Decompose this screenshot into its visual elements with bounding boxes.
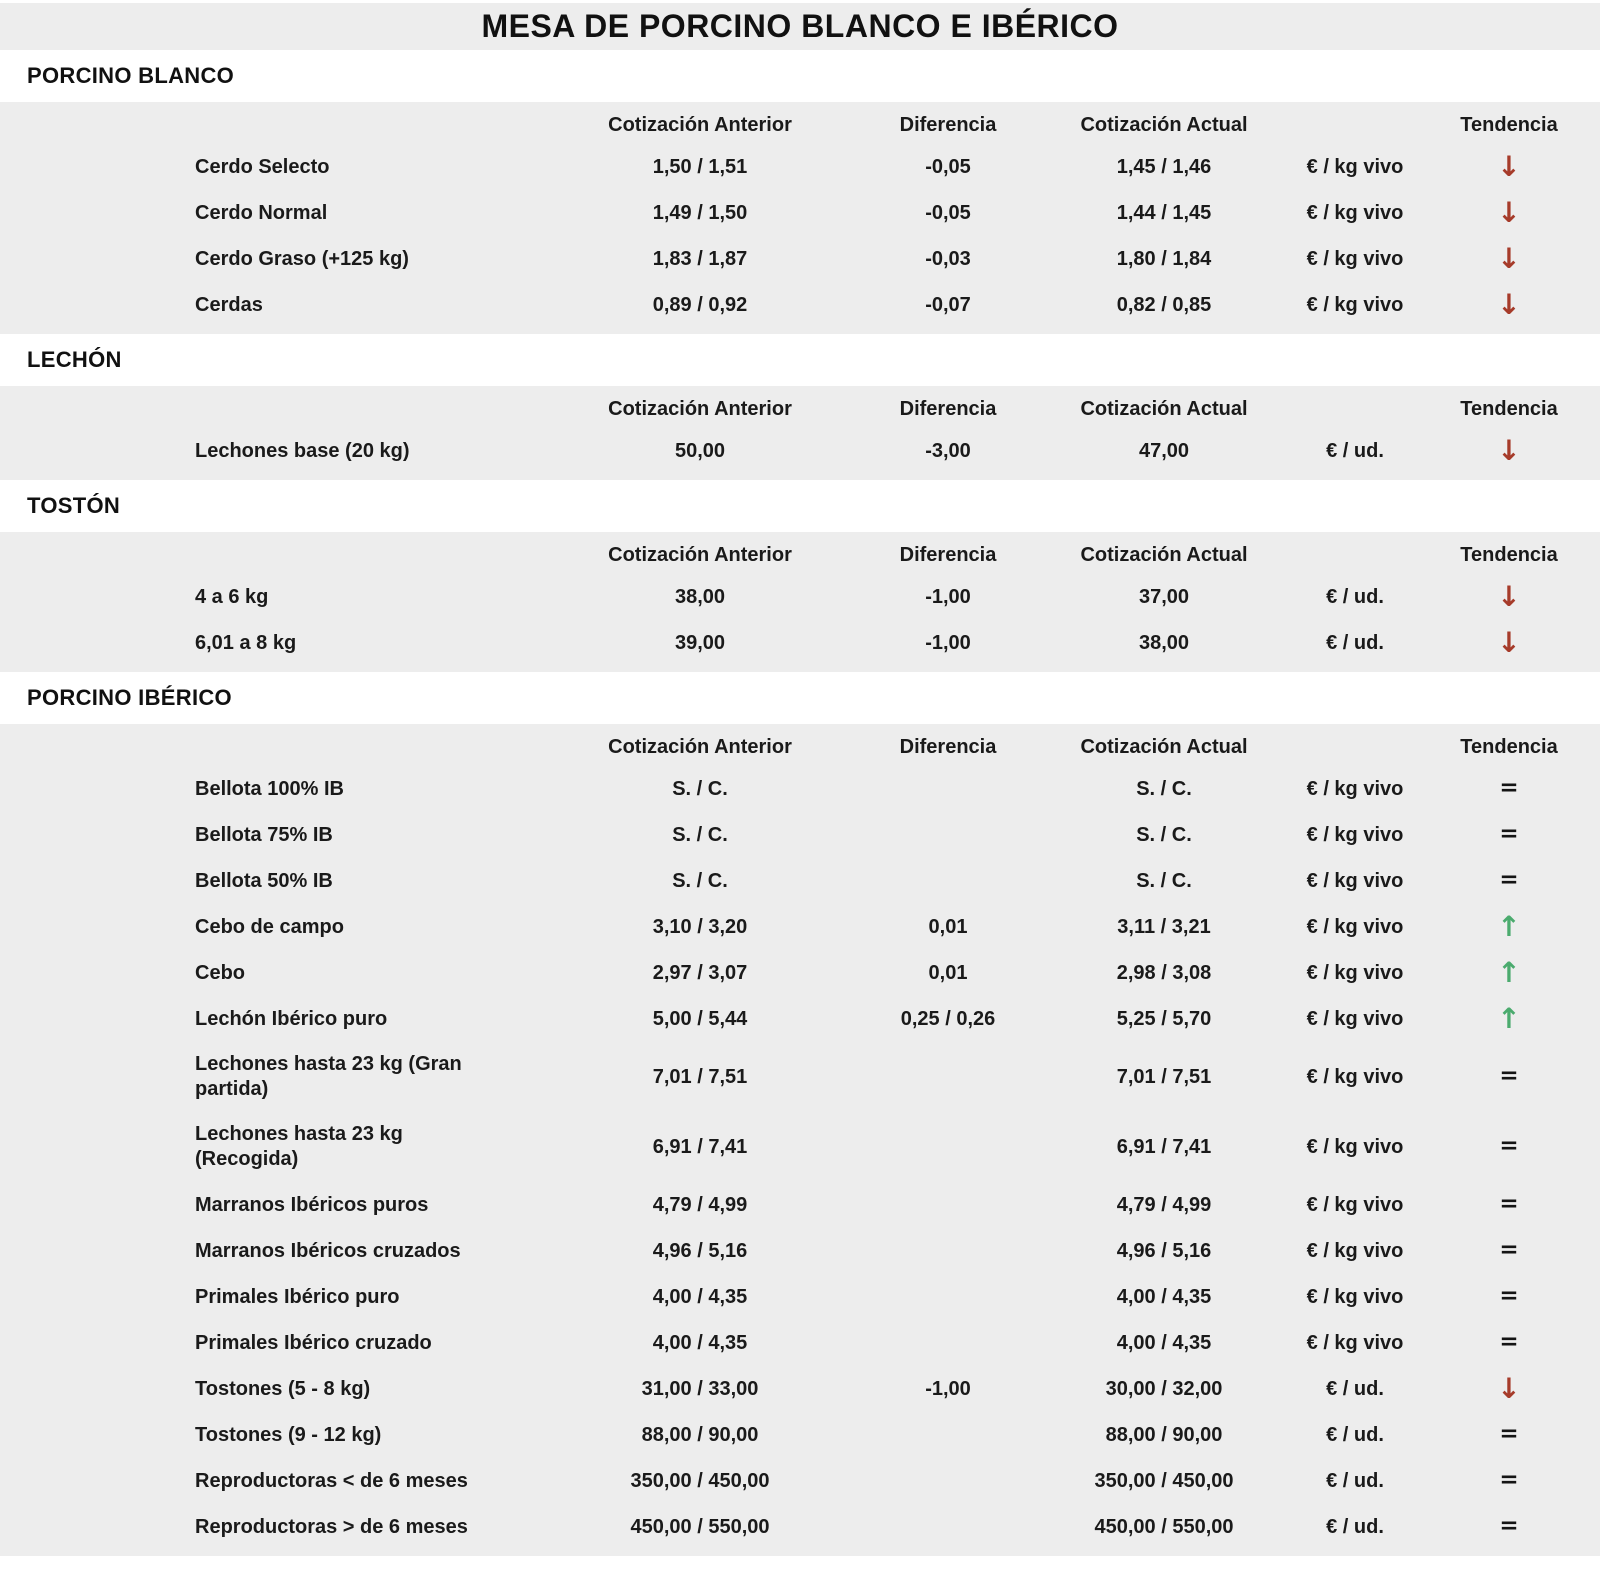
product-label [0, 1505, 540, 1550]
table-rows [0, 574, 1600, 666]
trend-cell [1418, 1515, 1600, 1539]
header-diff: Diferencia [899, 113, 997, 136]
product-label [0, 813, 540, 858]
unit-label: € / kg vivo [1306, 293, 1404, 316]
table-row [0, 1412, 1600, 1458]
prev-quote-value: 4,96 / 5,16 [652, 1239, 748, 1262]
header-trend: Tendencia [1460, 735, 1558, 758]
arrow-down-icon: ↓ [1497, 433, 1521, 467]
header-prev-quote: Cotización Anterior [608, 113, 792, 136]
product-label [0, 1321, 540, 1366]
prev-quote-value: 39,00 [674, 631, 726, 654]
prev-quote-value: 350,00 / 450,00 [630, 1469, 770, 1492]
product-label-text: Cerdo Graso (+125 kg) [195, 247, 409, 270]
product-label-text: Marranos Ibéricos cruzados [195, 1239, 461, 1262]
diff-value: -0,07 [925, 293, 971, 316]
product-label [0, 1367, 540, 1412]
trend-cell [1418, 955, 1600, 989]
page-title: MESA DE PORCINO BLANCO E IBÉRICO [481, 8, 1119, 44]
section-table [0, 386, 1600, 480]
table-header-row [0, 106, 1600, 144]
product-label-text: 4 a 6 kg [195, 585, 269, 608]
arrow-up-icon: ↑ [1497, 909, 1521, 943]
product-label-text: Bellota 100% IB [195, 777, 344, 800]
equal-icon: = [1499, 1513, 1519, 1539]
curr-quote-value: 4,00 / 4,35 [1116, 1331, 1212, 1354]
diff-value: -0,05 [925, 201, 971, 224]
product-label-text: Reproductoras < de 6 meses [195, 1469, 468, 1492]
product-label-text: Lechones base (20 kg) [195, 439, 410, 462]
section-table [0, 532, 1600, 672]
unit-label: € / ud. [1326, 1423, 1384, 1446]
unit-label: € / ud. [1326, 585, 1384, 608]
table-row [0, 1458, 1600, 1504]
curr-quote-value: 1,45 / 1,46 [1116, 155, 1212, 178]
equal-icon: = [1499, 1329, 1519, 1355]
curr-quote-value: S. / C. [1136, 869, 1192, 892]
product-label-text: Primales Ibérico cruzado [195, 1331, 432, 1354]
product-label-text: Lechones hasta 23 kg (Gran partida) [195, 1053, 462, 1100]
prev-quote-value: 0,89 / 0,92 [652, 293, 748, 316]
prev-quote-value: 88,00 / 90,00 [641, 1423, 759, 1446]
prev-quote-value: 5,00 / 5,44 [652, 1007, 748, 1030]
product-label [0, 1229, 540, 1274]
unit-label: € / kg vivo [1306, 1135, 1404, 1158]
product-label-text: Marranos Ibéricos puros [195, 1193, 429, 1216]
product-label [0, 859, 540, 904]
unit-label: € / kg vivo [1306, 201, 1404, 224]
header-trend: Tendencia [1460, 397, 1558, 420]
unit-label: € / kg vivo [1306, 1193, 1404, 1216]
curr-quote-value: 1,80 / 1,84 [1116, 247, 1212, 270]
table-rows [0, 144, 1600, 328]
table-row [0, 144, 1600, 190]
table-row [0, 1504, 1600, 1550]
prev-quote-value: 31,00 / 33,00 [641, 1377, 759, 1400]
product-label [0, 1275, 540, 1320]
prev-quote-value: S. / C. [672, 777, 728, 800]
header-prev-quote: Cotización Anterior [608, 735, 792, 758]
product-label-text: Bellota 50% IB [195, 869, 333, 892]
arrow-up-icon: ↑ [1497, 955, 1521, 989]
equal-icon: = [1499, 1063, 1519, 1089]
price-section [0, 50, 1600, 334]
unit-label: € / ud. [1326, 631, 1384, 654]
product-label [0, 1042, 540, 1112]
table-row [0, 1320, 1600, 1366]
trend-cell [1418, 195, 1600, 229]
price-table-page [0, 3, 1600, 1571]
diff-value: 0,25 / 0,26 [900, 1007, 996, 1030]
header-curr-quote: Cotización Actual [1080, 543, 1248, 566]
trend-cell [1418, 823, 1600, 847]
trend-cell [1418, 1469, 1600, 1493]
product-label-text: Lechón Ibérico puro [195, 1007, 388, 1030]
trend-cell [1418, 1065, 1600, 1089]
table-row [0, 190, 1600, 236]
table-row [0, 858, 1600, 904]
equal-icon: = [1499, 1133, 1519, 1159]
trend-cell [1418, 1423, 1600, 1447]
curr-quote-value: 450,00 / 550,00 [1094, 1515, 1234, 1538]
arrow-down-icon: ↓ [1497, 579, 1521, 613]
trend-cell [1418, 869, 1600, 893]
diff-value: -0,03 [925, 247, 971, 270]
curr-quote-value: 1,44 / 1,45 [1116, 201, 1212, 224]
header-diff: Diferencia [899, 543, 997, 566]
prev-quote-value: 1,49 / 1,50 [652, 201, 748, 224]
trend-cell [1418, 1193, 1600, 1217]
curr-quote-value: 7,01 / 7,51 [1116, 1065, 1212, 1088]
curr-quote-value: 6,91 / 7,41 [1116, 1135, 1212, 1158]
unit-label: € / ud. [1326, 1515, 1384, 1538]
bottom-strip [0, 1556, 1600, 1571]
table-row [0, 950, 1600, 996]
header-product [0, 115, 540, 135]
trend-cell [1418, 625, 1600, 659]
table-header-row [0, 728, 1600, 766]
trend-cell [1418, 909, 1600, 943]
product-label-text: Cerdo Selecto [195, 155, 330, 178]
table-row [0, 766, 1600, 812]
equal-icon: = [1499, 1191, 1519, 1217]
header-prev-quote: Cotización Anterior [608, 543, 792, 566]
trend-cell [1418, 433, 1600, 467]
section-table [0, 102, 1600, 334]
diff-value: -1,00 [925, 585, 971, 608]
product-label [0, 283, 540, 328]
trend-cell [1418, 579, 1600, 613]
table-row [0, 1366, 1600, 1412]
product-label-text: Reproductoras > de 6 meses [195, 1515, 468, 1538]
unit-label: € / ud. [1326, 1469, 1384, 1492]
trend-cell [1418, 149, 1600, 183]
table-row [0, 1274, 1600, 1320]
arrow-down-icon: ↓ [1497, 149, 1521, 183]
prev-quote-value: 4,79 / 4,99 [652, 1193, 748, 1216]
section-title: LECHÓN [27, 347, 122, 372]
table-row [0, 574, 1600, 620]
product-label [0, 1459, 540, 1504]
prev-quote-value: 450,00 / 550,00 [630, 1515, 770, 1538]
diff-value: -1,00 [925, 631, 971, 654]
table-row [0, 620, 1600, 666]
table-header-row [0, 536, 1600, 574]
trend-cell [1418, 1135, 1600, 1159]
table-row [0, 812, 1600, 858]
price-section [0, 334, 1600, 480]
section-band [0, 672, 1600, 724]
equal-icon: = [1499, 1421, 1519, 1447]
header-diff: Diferencia [899, 397, 997, 420]
product-label-text: Tostones (9 - 12 kg) [195, 1423, 382, 1446]
unit-label: € / kg vivo [1306, 1007, 1404, 1030]
prev-quote-value: S. / C. [672, 823, 728, 846]
arrow-down-icon: ↓ [1497, 1371, 1521, 1405]
curr-quote-value: 4,96 / 5,16 [1116, 1239, 1212, 1262]
trend-cell [1418, 1331, 1600, 1355]
product-label [0, 951, 540, 996]
unit-label: € / kg vivo [1306, 915, 1404, 938]
table-row [0, 1228, 1600, 1274]
curr-quote-value: 4,79 / 4,99 [1116, 1193, 1212, 1216]
prev-quote-value: S. / C. [672, 869, 728, 892]
header-curr-quote: Cotización Actual [1080, 113, 1248, 136]
curr-quote-value: 38,00 [1138, 631, 1190, 654]
table-rows [0, 428, 1600, 474]
table-row [0, 996, 1600, 1042]
section-table [0, 724, 1600, 1556]
diff-value: 0,01 [928, 915, 968, 938]
unit-label: € / kg vivo [1306, 961, 1404, 984]
product-label [0, 767, 540, 812]
curr-quote-value: 88,00 / 90,00 [1105, 1423, 1223, 1446]
unit-label: € / ud. [1326, 1377, 1384, 1400]
arrow-up-icon: ↑ [1497, 1001, 1521, 1035]
unit-label: € / kg vivo [1306, 1331, 1404, 1354]
equal-icon: = [1499, 1467, 1519, 1493]
arrow-down-icon: ↓ [1497, 625, 1521, 659]
header-curr-quote: Cotización Actual [1080, 735, 1248, 758]
curr-quote-value: 37,00 [1138, 585, 1190, 608]
prev-quote-value: 4,00 / 4,35 [652, 1331, 748, 1354]
arrow-down-icon: ↓ [1497, 241, 1521, 275]
header-diff: Diferencia [899, 735, 997, 758]
prev-quote-value: 1,83 / 1,87 [652, 247, 748, 270]
trend-cell [1418, 287, 1600, 321]
table-row [0, 236, 1600, 282]
trend-cell [1418, 1001, 1600, 1035]
equal-icon: = [1499, 775, 1519, 801]
product-label-text: Cebo [195, 961, 245, 984]
product-label [0, 1413, 540, 1458]
prev-quote-value: 2,97 / 3,07 [652, 961, 748, 984]
equal-icon: = [1499, 1283, 1519, 1309]
unit-label: € / kg vivo [1306, 1285, 1404, 1308]
product-label [0, 1112, 540, 1182]
header-product [0, 545, 540, 565]
header-curr-quote: Cotización Actual [1080, 397, 1248, 420]
header-product [0, 399, 540, 419]
curr-quote-value: 30,00 / 32,00 [1105, 1377, 1223, 1400]
price-section [0, 480, 1600, 672]
product-label-text: Cerdas [195, 293, 263, 316]
product-label [0, 191, 540, 236]
section-band [0, 480, 1600, 532]
prev-quote-value: 6,91 / 7,41 [652, 1135, 748, 1158]
section-band [0, 334, 1600, 386]
curr-quote-value: 5,25 / 5,70 [1116, 1007, 1212, 1030]
product-label [0, 905, 540, 950]
curr-quote-value: 0,82 / 0,85 [1116, 293, 1212, 316]
product-label [0, 145, 540, 190]
prev-quote-value: 3,10 / 3,20 [652, 915, 748, 938]
diff-value: -0,05 [925, 155, 971, 178]
unit-label: € / kg vivo [1306, 823, 1404, 846]
table-header-row [0, 390, 1600, 428]
product-label-text: Bellota 75% IB [195, 823, 333, 846]
prev-quote-value: 4,00 / 4,35 [652, 1285, 748, 1308]
product-label-text: Cerdo Normal [195, 201, 328, 224]
sections-container [0, 50, 1600, 1556]
product-label-text: Primales Ibérico puro [195, 1285, 400, 1308]
trend-cell [1418, 1371, 1600, 1405]
product-label [0, 997, 540, 1042]
header-trend: Tendencia [1460, 113, 1558, 136]
header-product [0, 737, 540, 757]
table-rows [0, 766, 1600, 1550]
trend-cell [1418, 1285, 1600, 1309]
arrow-down-icon: ↓ [1497, 287, 1521, 321]
curr-quote-value: 350,00 / 450,00 [1094, 1469, 1234, 1492]
curr-quote-value: S. / C. [1136, 823, 1192, 846]
unit-label: € / ud. [1326, 439, 1384, 462]
product-label-text: Tostones (5 - 8 kg) [195, 1377, 371, 1400]
unit-label: € / kg vivo [1306, 247, 1404, 270]
product-label [0, 237, 540, 282]
product-label-text: 6,01 a 8 kg [195, 631, 297, 654]
product-label-text: Cebo de campo [195, 915, 344, 938]
product-label-text: Lechones hasta 23 kg (Recogida) [195, 1123, 403, 1170]
title-band [0, 3, 1600, 50]
section-title: PORCINO IBÉRICO [27, 685, 232, 710]
curr-quote-value: 2,98 / 3,08 [1116, 961, 1212, 984]
equal-icon: = [1499, 821, 1519, 847]
equal-icon: = [1499, 867, 1519, 893]
table-row [0, 904, 1600, 950]
table-row [0, 1042, 1600, 1112]
table-row [0, 428, 1600, 474]
price-section [0, 672, 1600, 1556]
product-label [0, 429, 540, 474]
unit-label: € / kg vivo [1306, 1065, 1404, 1088]
header-prev-quote: Cotización Anterior [608, 397, 792, 420]
diff-value: 0,01 [928, 961, 968, 984]
table-row [0, 1182, 1600, 1228]
equal-icon: = [1499, 1237, 1519, 1263]
unit-label: € / kg vivo [1306, 1239, 1404, 1262]
product-label [0, 575, 540, 620]
trend-cell [1418, 241, 1600, 275]
diff-value: -3,00 [925, 439, 971, 462]
table-row [0, 1112, 1600, 1182]
curr-quote-value: 47,00 [1138, 439, 1190, 462]
product-label [0, 621, 540, 666]
diff-value: -1,00 [925, 1377, 971, 1400]
prev-quote-value: 50,00 [674, 439, 726, 462]
curr-quote-value: S. / C. [1136, 777, 1192, 800]
prev-quote-value: 1,50 / 1,51 [652, 155, 748, 178]
header-trend: Tendencia [1460, 543, 1558, 566]
table-row [0, 282, 1600, 328]
trend-cell [1418, 777, 1600, 801]
prev-quote-value: 38,00 [674, 585, 726, 608]
arrow-down-icon: ↓ [1497, 195, 1521, 229]
unit-label: € / kg vivo [1306, 777, 1404, 800]
unit-label: € / kg vivo [1306, 869, 1404, 892]
curr-quote-value: 4,00 / 4,35 [1116, 1285, 1212, 1308]
curr-quote-value: 3,11 / 3,21 [1117, 915, 1211, 938]
section-title: PORCINO BLANCO [27, 63, 235, 88]
section-band [0, 50, 1600, 102]
unit-label: € / kg vivo [1306, 155, 1404, 178]
product-label [0, 1183, 540, 1228]
prev-quote-value: 7,01 / 7,51 [652, 1065, 748, 1088]
section-title: TOSTÓN [27, 493, 121, 518]
trend-cell [1418, 1239, 1600, 1263]
